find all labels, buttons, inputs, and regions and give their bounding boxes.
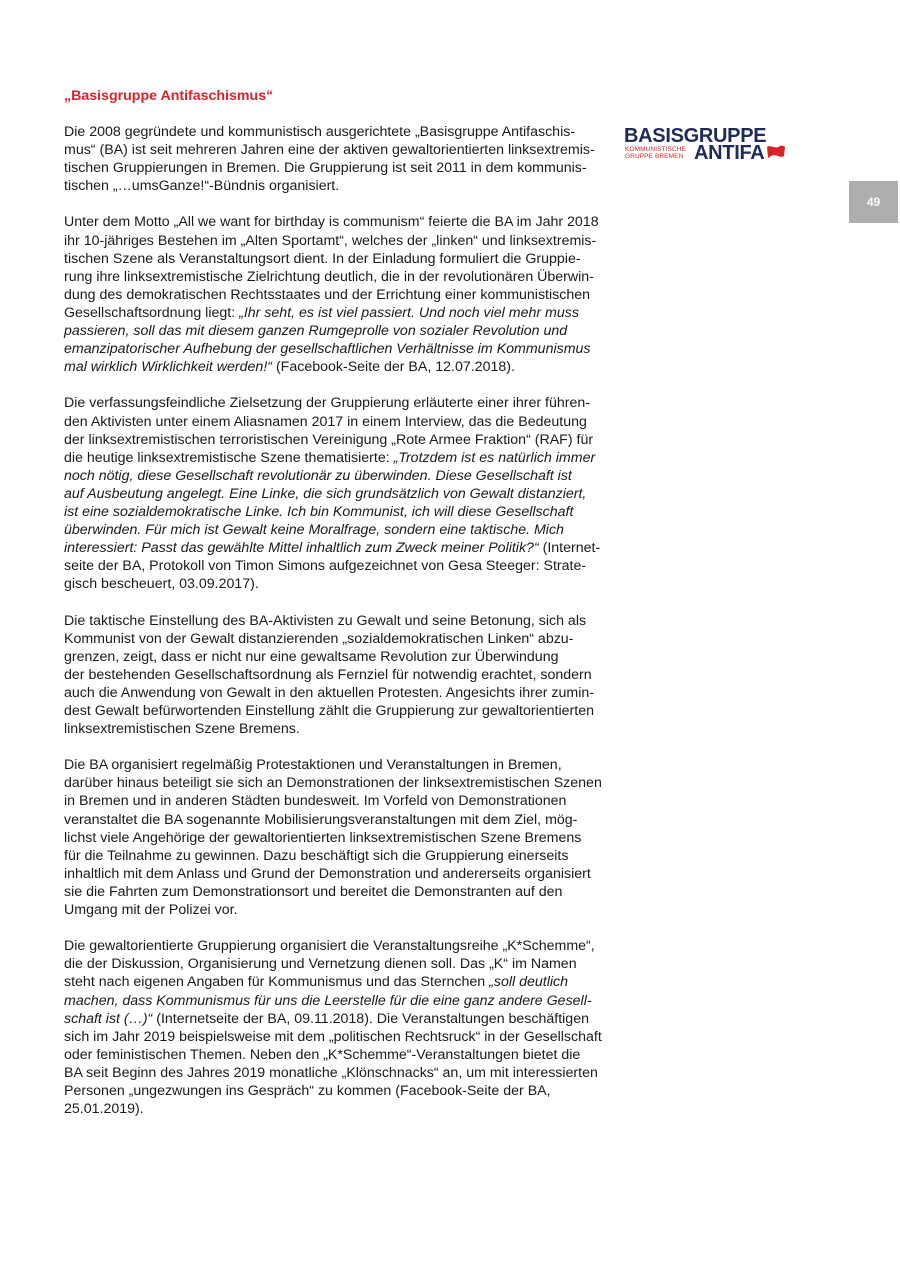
text-segment: oder feministischen Themen. Neben den „K*Schemme“-Veranstaltungen bietet die [64, 1046, 581, 1063]
text-segment: in Bremen und in anderen Städten bundesweit. Im Vorfeld von Demonstrationen [64, 793, 567, 810]
logo-small2: GRUPPE BREMEN [625, 152, 684, 160]
text-line [64, 449, 624, 467]
quote-segment: emanzipatorischer Aufhebung der gesellschaftlichen Verhältnisse im Kommunismus [64, 341, 591, 358]
text-segment: Umgang mit der Polizei vor. [64, 902, 238, 919]
text-line [64, 992, 624, 1010]
logo-line2: ANTIFA [694, 142, 765, 164]
text-line [64, 702, 624, 720]
text-line [64, 973, 624, 991]
text-segment: sie die Fahrten zum Demonstrationsort und bereitet die Demonstranten auf den [64, 883, 563, 900]
text-segment: tischen Gruppierungen in Bremen. Die Gruppierung ist seit 2011 in dem kommunis- [64, 160, 587, 177]
text-segment: 25.01.2019). [64, 1101, 144, 1118]
basisgruppe-antifa-logo [624, 126, 794, 166]
body-text [64, 123, 624, 1118]
text-line [64, 413, 624, 431]
paragraph-gap [64, 376, 624, 394]
text-line [64, 1100, 624, 1118]
text-line [64, 901, 624, 919]
paragraph-gap [64, 919, 624, 937]
text-line [64, 937, 624, 955]
text-segment: die der Diskussion, Organisierung und Vernetzung dienen soll. Das „K“ im Namen [64, 956, 577, 973]
red-flag-icon [766, 144, 786, 160]
text-segment: auch die Anwendung von Gewalt in den aktuellen Protesten. Angesichts ihrer zumin- [64, 684, 594, 701]
text-segment: tischen „…umsGanze!“-Bündnis organisiert. [64, 178, 340, 195]
text-line [64, 286, 624, 304]
text-line [64, 557, 624, 575]
page-number-tab: 49 [849, 181, 898, 223]
quote-segment: noch nötig, diese Gesellschaft revolutionär zu überwinden. Diese Gesellschaft ist [64, 467, 572, 484]
text-line [64, 847, 624, 865]
text-line [64, 648, 624, 666]
text-line [64, 1028, 624, 1046]
text-line [64, 213, 624, 231]
logo-small1: KOMMUNISTISCHE [625, 146, 686, 153]
quote-segment: interessiert: Passt das gewählte Mittel inhaltlich zum Zweck meiner Politik?“ [64, 540, 539, 557]
text-line [64, 1046, 624, 1064]
text-segment: BA seit Beginn des Jahres 2019 monatliche „Klönschnacks“ an, um mit interessierten [64, 1064, 598, 1081]
text-segment: darüber hinaus beteiligt sie sich an Demonstrationen der linksextremistischen Szenen [64, 775, 602, 792]
text-line [64, 358, 624, 376]
text-line [64, 503, 624, 521]
text-line [64, 792, 624, 810]
text-segment: inhaltlich mit dem Anlass und Grund der Demonstration und andererseits organisiert [64, 865, 591, 882]
quote-segment: machen, dass Kommunismus für uns die Leerstelle für die eine ganz andere Gesell- [64, 992, 592, 1009]
text-segment: mus“ (BA) ist seit mehreren Jahren eine der aktiven gewaltorientierten linksextremis- [64, 142, 595, 159]
text-line [64, 539, 624, 557]
text-line [64, 612, 624, 630]
text-segment: Die BA organisiert regelmäßig Protestaktionen und Veranstaltungen in Bremen, [64, 757, 562, 774]
text-line [64, 304, 624, 322]
text-segment: veranstaltet die BA sogenannte Mobilisierungsveranstaltungen mit dem Ziel, mög- [64, 811, 578, 828]
text-segment: die heutige linksextremistische Szene thematisierte: [64, 449, 394, 466]
text-line [64, 159, 624, 177]
logo-subtitle [625, 147, 686, 161]
quote-segment: passieren, soll das mit diesem ganzen Rumgeprolle von sozialer Revolution und [64, 323, 568, 340]
text-line [64, 177, 624, 195]
text-line [64, 955, 624, 973]
paragraph-gap [64, 593, 624, 611]
text-segment: dest Gewalt befürwortenden Einstellung zählt die Gruppierung zur gewaltorientierten [64, 703, 594, 719]
section-heading: „Basisgruppe Antifaschismus“ [64, 88, 274, 104]
text-segment: tischen Szene als Veranstaltungsort dient. In der Einladung formuliert die Gruppie- [64, 250, 581, 267]
text-line [64, 1082, 624, 1100]
text-line [64, 865, 624, 883]
quote-segment: „Ihr seht, es ist viel passiert. Und noch viel mehr muss [239, 304, 579, 321]
text-segment: dung des demokratischen Rechtsstaates und der Errichtung einer kommunistischen [64, 286, 591, 303]
text-line [64, 630, 624, 648]
text-segment: sich im Jahr 2019 beispielsweise mit dem „politischen Rechtsruck“ in der Gesellschaft [64, 1028, 602, 1045]
text-segment: ihr 10-jähriges Bestehen im „Alten Sportamt“, welches der „linken“ und linksextremis- [64, 232, 597, 249]
text-segment: der linksextremistischen terroristischen Vereinigung „Rote Armee Fraktion“ (RAF) für [64, 431, 594, 448]
text-line [64, 431, 624, 449]
text-segment: steht nach eigenen Angaben für Kommunismus und das Sternchen [64, 974, 490, 991]
text-segment: für die Teilnahme zu gewinnen. Dazu beschäftigt sich die Gruppierung einerseits [64, 847, 569, 864]
text-line [64, 774, 624, 792]
text-line [64, 684, 624, 702]
text-segment: linksextremistischen Szene Bremens. [64, 721, 300, 738]
text-segment: (Facebook-Seite der BA, 12.07.2018). [272, 359, 515, 376]
text-segment: seite der BA, Protokoll von Timon Simons aufgezeichnet von Gesa Steeger: Strate- [64, 558, 587, 575]
text-segment: grenzen, zeigt, dass er nicht nur eine gewaltsame Revolution zur Überwindung [64, 648, 559, 665]
text-segment: Die 2008 gegründete und kommunistisch ausgerichtete „Basisgruppe Antifaschis- [64, 124, 576, 140]
text-segment: Personen „ungezwungen ins Gespräch“ zu kommen (Facebook-Seite der BA, [64, 1082, 551, 1099]
text-line [64, 232, 624, 250]
text-segment: gisch bescheuert, 03.09.2017). [64, 576, 259, 593]
text-line [64, 394, 624, 412]
quote-segment: mal wirklich Wirklichkeit werden!“ [64, 359, 272, 376]
text-line [64, 485, 624, 503]
text-segment: Gesellschaftsordnung liegt: [64, 304, 240, 321]
text-line [64, 250, 624, 268]
text-segment: Die taktische Einstellung des BA-Aktivisten zu Gewalt und seine Betonung, sich als [64, 612, 587, 629]
text-line [64, 123, 624, 141]
text-line [64, 1010, 624, 1028]
text-line [64, 521, 624, 539]
text-line [64, 575, 624, 593]
text-line [64, 141, 624, 159]
quote-segment: schaft ist (…)“ [64, 1010, 153, 1027]
paragraph-gap [64, 738, 624, 756]
text-segment: der bestehenden Gesellschaftsordnung als Fernziel für notwendig erachtet, sondern [64, 666, 592, 683]
text-segment: rung ihre linksextremistische Zielrichtung deutlich, die in der revolutionären Überwin- [64, 268, 594, 285]
text-line [64, 340, 624, 358]
text-line [64, 1064, 624, 1082]
text-segment: Kommunist von der Gewalt distanzierenden „sozialdemokratischen Linken“ abzu- [64, 630, 574, 647]
text-line [64, 811, 624, 829]
quote-segment: auf Ausbeutung angelegt. Eine Linke, die sich grundsätzlich von Gewalt distanziert, [64, 485, 587, 502]
text-line [64, 720, 624, 738]
quote-segment: „soll deutlich [489, 974, 568, 991]
quote-segment: „Trotzdem ist es natürlich immer [393, 449, 596, 466]
text-segment: Die gewaltorientierte Gruppierung organisiert die Veranstaltungsreihe „K*Schemme“, [64, 938, 595, 955]
logo-line1: BASISGRUPPE [624, 125, 767, 147]
text-segment: (Internetseite der BA, 09.11.2018). Die Veranstaltungen beschäftigen [152, 1010, 589, 1027]
text-line [64, 756, 624, 774]
text-line [64, 322, 624, 340]
text-segment: lichst viele Angehörige der gewaltorientierten linksextremistischen Szene Bremens [64, 829, 582, 846]
quote-segment: ist eine sozialdemokratische Linke. Ich bin Kommunist, ich will diese Gesellschaft [64, 503, 574, 520]
text-segment: Die verfassungsfeindliche Zielsetzung der Gruppierung erläuterte einer ihrer führen- [64, 395, 591, 412]
quote-segment: überwinden. Für mich ist Gewalt keine Moralfrage, sondern eine taktische. Mich [64, 522, 564, 539]
text-segment: (Internet- [538, 540, 601, 557]
text-line [64, 666, 624, 684]
text-line [64, 829, 624, 847]
text-segment: Unter dem Motto „All we want for birthday is communism“ feierte die BA im Jahr 2018 [64, 214, 599, 231]
paragraph-gap [64, 195, 624, 213]
text-line [64, 883, 624, 901]
text-segment: den Aktivisten unter einem Aliasnamen 2017 in einem Interview, das die Bedeutung [64, 413, 587, 430]
text-line [64, 467, 624, 485]
text-line [64, 268, 624, 286]
